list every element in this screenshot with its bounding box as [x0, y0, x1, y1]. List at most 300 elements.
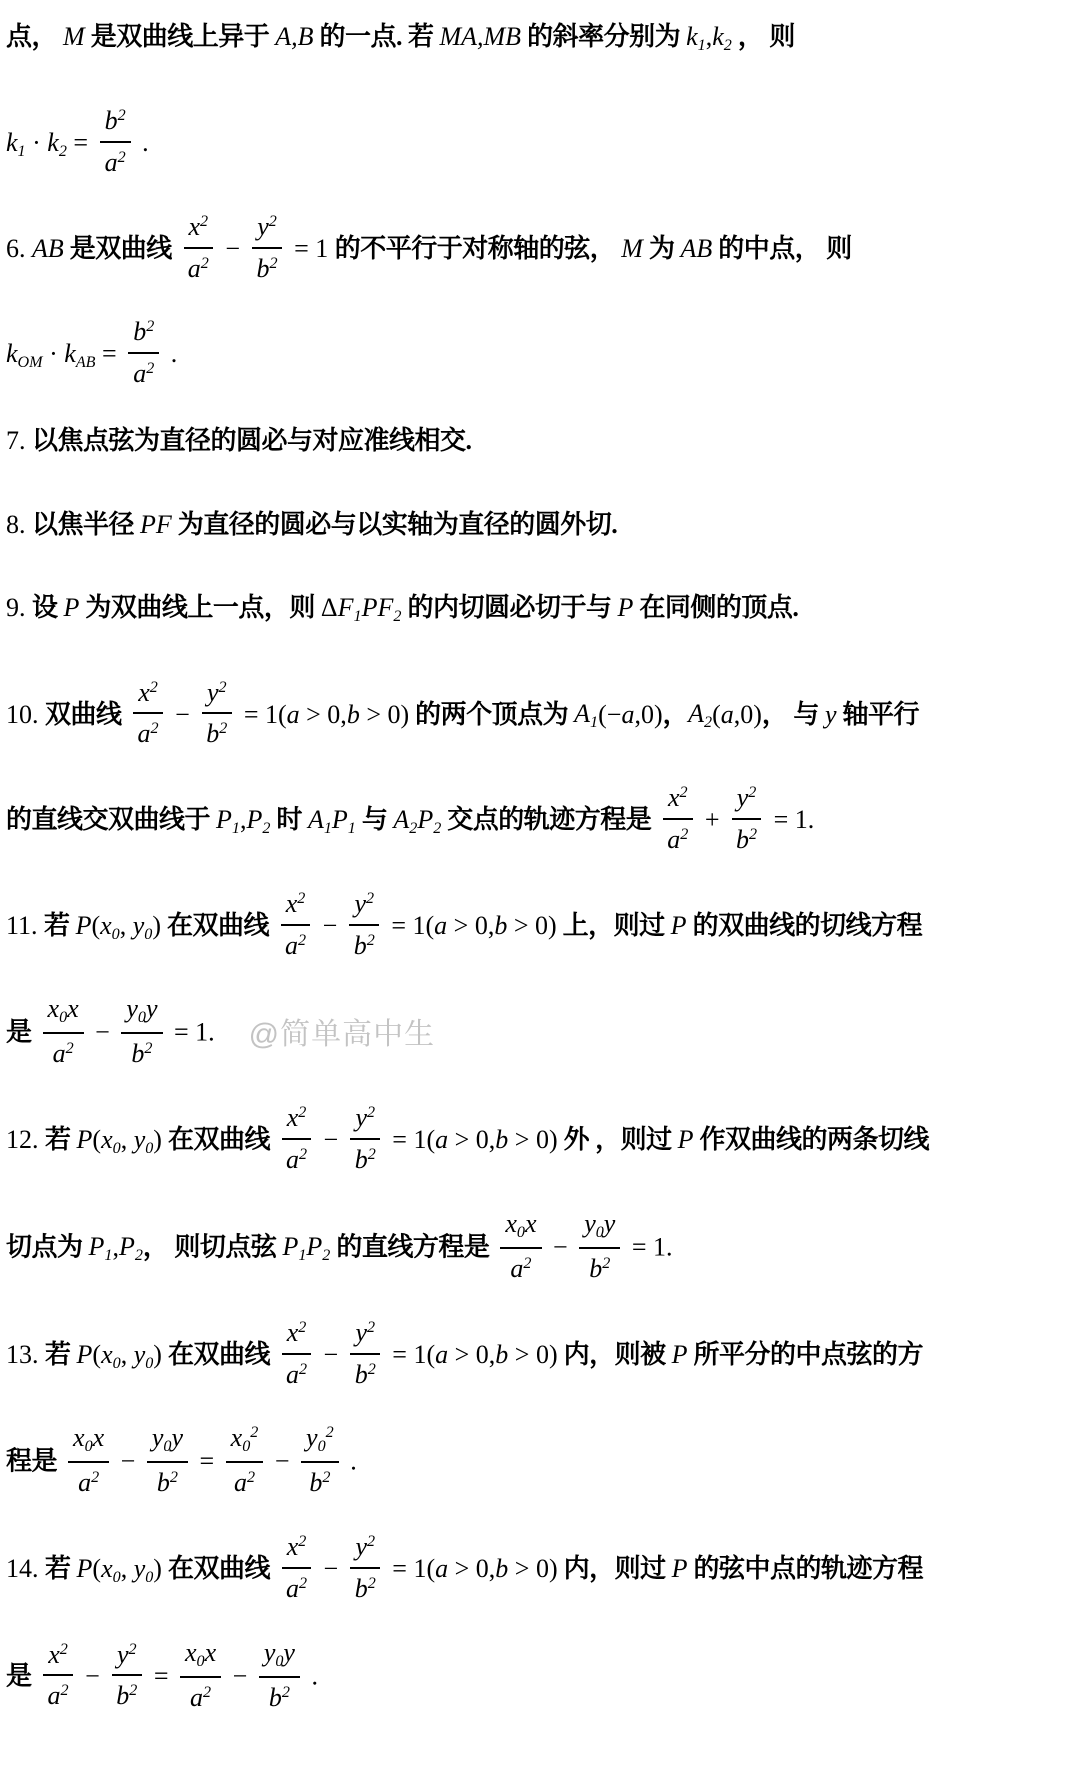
math-sub: $P_1$ — [216, 804, 240, 838]
subscript: 2 — [58, 143, 67, 161]
math-sup: $x^2$ — [138, 677, 158, 707]
doc-line-17 — [6, 1639, 1076, 1718]
math-upright: − — [168, 699, 197, 729]
math-italic: a — [435, 1554, 449, 1584]
math-sub: $y_0$ — [263, 1637, 284, 1671]
math-upright: 11. — [6, 910, 45, 940]
math-upright: , — [705, 22, 713, 51]
math-sup: $a^2$ — [104, 147, 126, 177]
superscript: 2 — [325, 1424, 334, 1442]
chinese-text: 内，则过 — [557, 1554, 672, 1584]
math-upright: − — [218, 233, 247, 263]
math-sub: $A_1$ — [574, 699, 599, 732]
superscript: 2 — [298, 1533, 307, 1551]
fraction — [281, 1101, 312, 1177]
math-sup: $y^2$ — [354, 888, 375, 918]
fraction — [147, 1421, 188, 1500]
fraction — [226, 1421, 264, 1500]
math-italic: P — [63, 593, 80, 623]
math-upright: 10. — [6, 699, 45, 729]
superscript: 2 — [523, 1255, 532, 1273]
superscript: 2 — [679, 784, 688, 802]
math-upright: 7. — [6, 425, 32, 455]
fraction-numerator — [350, 1101, 380, 1140]
math-italic: y — [603, 1208, 616, 1238]
fraction-denominator — [229, 1463, 260, 1500]
chinese-text: 的直线交双曲线于 — [6, 804, 217, 834]
fraction-numerator — [128, 315, 159, 354]
math-upright: · — [25, 127, 48, 157]
math-italic: M — [63, 22, 85, 51]
math-upright: − — [268, 1446, 297, 1476]
chinese-text: 内，则被 — [557, 1339, 672, 1369]
math-sub: $k_1$ — [6, 127, 26, 161]
chinese-text: 设 — [32, 593, 64, 623]
math-sub: $k_2$ — [47, 127, 67, 161]
fraction-denominator — [349, 926, 380, 963]
math-upright: = — [95, 339, 124, 369]
subscript: 0 — [196, 1653, 205, 1671]
fraction-denominator — [584, 1249, 615, 1286]
math-sup: $b^2$ — [309, 1468, 331, 1498]
math-upright: ,0) — [733, 699, 762, 729]
superscript: 2 — [298, 1318, 307, 1336]
math-sub: $k_1$ — [686, 22, 706, 55]
chinese-text: 的两个顶点为 — [409, 699, 575, 729]
math-sup: $x^2$ — [48, 1639, 68, 1669]
doc-line-1 — [6, 20, 1076, 57]
fraction — [731, 781, 762, 857]
math-italic: b — [346, 699, 360, 729]
fraction-denominator — [133, 714, 164, 751]
doc-line-2 — [6, 107, 1076, 183]
subscript: 2 — [393, 608, 402, 626]
math-italic: y — [145, 994, 158, 1024]
fraction — [281, 1316, 312, 1392]
math-upright: = 1( — [237, 699, 287, 729]
math-sup: $a^2$ — [52, 1039, 74, 1069]
superscript: 2 — [298, 1360, 308, 1378]
subscript: 0 — [84, 1438, 93, 1456]
math-italic: a — [286, 699, 300, 729]
fraction — [111, 1638, 142, 1714]
math-upright: > 0) — [508, 1125, 558, 1155]
math-italic: P — [76, 1339, 93, 1369]
fraction-numerator — [180, 1636, 221, 1678]
fraction-numerator — [68, 1421, 109, 1463]
math-sup: $x^2$ — [286, 1317, 307, 1347]
fraction-numerator — [112, 1638, 142, 1677]
fraction-denominator — [111, 1676, 142, 1713]
math-sub: $P_2$ — [306, 1232, 331, 1265]
chinese-text: 程是 — [6, 1446, 64, 1476]
math-upright: − — [546, 1232, 575, 1262]
math-sub: $x_0$ — [101, 1125, 121, 1158]
math-italic: A,B — [275, 22, 314, 51]
math-sub: $y_0$ — [132, 910, 153, 943]
math-subsup: $x_0^2$ — [230, 1423, 259, 1456]
superscript: 2 — [366, 1104, 376, 1122]
fraction — [281, 1530, 312, 1606]
math-upright: = — [193, 1446, 221, 1476]
math-upright: − — [316, 910, 344, 940]
superscript: 2 — [203, 1684, 212, 1702]
fraction-numerator — [43, 992, 84, 1034]
subscript: 0 — [275, 1653, 284, 1671]
fraction-numerator — [663, 781, 693, 820]
subscript: 1 — [353, 608, 362, 626]
math-italic: a — [435, 1125, 449, 1155]
math-upright: > 0, — [299, 699, 347, 729]
math-upright: > 0) — [359, 699, 410, 729]
chinese-text: 在同侧的顶点. — [633, 593, 799, 623]
fraction-numerator — [732, 781, 762, 820]
math-upright: . — [135, 127, 149, 157]
fraction-denominator — [350, 1140, 381, 1177]
subscript: OM — [17, 354, 43, 372]
superscript: 2 — [59, 1640, 68, 1658]
math-upright: , — [120, 1339, 134, 1369]
subscript: 1 — [104, 1247, 113, 1265]
doc-line-3 — [6, 213, 1076, 289]
fraction-numerator — [147, 1421, 188, 1463]
fraction — [68, 1421, 109, 1500]
math-sub: $y_0$ — [126, 994, 146, 1027]
superscript: 2 — [366, 889, 375, 907]
math-italic: P — [76, 1554, 93, 1584]
math-italic: y — [171, 1423, 183, 1453]
math-sub: $P_1$ — [331, 804, 356, 838]
math-italic: b — [495, 1125, 509, 1155]
subscript: 0 — [59, 1009, 68, 1027]
math-upright: = 1. — [767, 804, 815, 834]
doc-line-12 — [6, 1104, 1076, 1180]
math-upright: > 0, — [447, 910, 495, 940]
chinese-text: 的直线方程是 — [330, 1232, 496, 1262]
math-sub: $k_2$ — [712, 22, 732, 55]
math-upright: . — [164, 339, 178, 369]
fraction-denominator — [100, 143, 131, 180]
math-upright: = — [66, 127, 95, 157]
superscript: 2 — [117, 107, 126, 125]
fraction-denominator — [185, 1678, 216, 1715]
math-upright: Δ — [320, 593, 338, 623]
fraction — [43, 1638, 74, 1714]
superscript: 2 — [268, 212, 277, 230]
superscript: 2 — [150, 720, 159, 738]
math-upright: ( — [92, 1339, 102, 1369]
math-upright: (− — [598, 699, 622, 729]
math-upright: > 0, — [448, 1125, 496, 1155]
superscript: 2 — [367, 1360, 376, 1378]
fraction-numerator — [100, 104, 131, 143]
fraction — [183, 210, 214, 286]
fraction — [252, 210, 283, 286]
math-upright: > 0) — [508, 1339, 558, 1369]
math-italic: AB — [680, 233, 713, 263]
fraction-numerator — [500, 1207, 541, 1249]
math-sub: $x_0$ — [184, 1637, 205, 1671]
superscript: 2 — [146, 360, 155, 378]
superscript: 2 — [146, 318, 155, 336]
subscript: 0 — [145, 1140, 154, 1158]
math-italic: MA,MB — [439, 22, 522, 51]
math-upright: > 0) — [508, 1554, 558, 1584]
math-sup: $a^2$ — [190, 1682, 212, 1712]
math-sup: $a^2$ — [285, 1145, 308, 1175]
math-sup: $x^2$ — [286, 1103, 307, 1133]
chinese-text: 以焦点弦为直径的圆必与对应准线相交. — [32, 425, 472, 455]
math-sub: $k_{AB}$ — [64, 339, 96, 372]
math-sub: $A_1$ — [307, 804, 332, 838]
subscript: 0 — [112, 1140, 121, 1158]
fraction-numerator — [282, 1101, 312, 1140]
superscript: 2 — [298, 1146, 308, 1164]
math-sup: $b^2$ — [116, 1681, 138, 1711]
subscript: 0 — [516, 1224, 525, 1242]
chinese-text: 的弦中点的轨迹方程 — [687, 1554, 924, 1584]
math-sub: $F_2$ — [377, 593, 402, 626]
math-upright: 9. — [6, 593, 32, 623]
math-sup: $y^2$ — [355, 1317, 376, 1347]
subscript: 1 — [323, 820, 332, 838]
doc-line-14 — [6, 1319, 1076, 1395]
fraction — [259, 1636, 300, 1715]
math-upright: 14. — [6, 1554, 45, 1584]
math-sup: $y^2$ — [736, 783, 757, 813]
subscript: 2 — [433, 820, 442, 838]
fraction-numerator — [281, 887, 311, 926]
subscript: 0 — [163, 1438, 172, 1456]
superscript: 2 — [748, 784, 757, 802]
chinese-text: 与 — [355, 804, 394, 834]
fraction-denominator — [281, 1140, 312, 1177]
math-italic: P — [76, 1125, 93, 1155]
math-upright: ( — [92, 1125, 102, 1155]
math-upright: 13. — [6, 1339, 45, 1369]
math-italic: P — [75, 910, 92, 940]
math-sub: $y_0$ — [151, 1423, 172, 1456]
fraction — [201, 676, 232, 752]
math-upright: = 1( — [384, 910, 435, 940]
superscript: 2 — [250, 1424, 259, 1442]
math-italic: P — [671, 1554, 688, 1584]
fraction-denominator — [281, 1569, 312, 1606]
fraction-numerator — [133, 676, 163, 715]
math-sup: $b^2$ — [589, 1253, 611, 1283]
math-sup: $b^2$ — [206, 719, 228, 749]
chinese-text: 双曲线 — [45, 699, 128, 729]
subscript: 0 — [317, 1438, 326, 1456]
math-sub: $P_1$ — [282, 1232, 307, 1265]
math-upright: ) — [152, 910, 162, 940]
chinese-text: 是 — [6, 1017, 38, 1047]
chinese-text: 是双曲线 — [63, 233, 178, 263]
math-sup: $x^2$ — [285, 888, 306, 918]
subscript: 2 — [262, 820, 271, 838]
math-italic: P — [617, 593, 634, 623]
doc-line-16 — [6, 1533, 1076, 1609]
doc-line-10 — [6, 890, 1076, 966]
math-upright: = 1( — [385, 1125, 436, 1155]
fraction-denominator — [201, 714, 232, 751]
chinese-text: 交点的轨迹方程是 — [441, 804, 658, 834]
math-upright: − — [78, 1661, 107, 1691]
math-upright: ,0) — [634, 699, 663, 729]
chinese-text: 的双曲线的切线方程 — [686, 910, 923, 940]
math-sup: $a^2$ — [285, 930, 307, 960]
chinese-text: 的内切圆必切于与 — [401, 593, 618, 623]
superscript: 2 — [219, 720, 228, 738]
fraction — [301, 1421, 339, 1500]
math-italic: P — [671, 1339, 688, 1369]
math-upright: . — [343, 1446, 357, 1476]
subscript: 2 — [723, 37, 732, 55]
fraction-numerator — [202, 676, 232, 715]
math-sub: $P_2$ — [118, 1232, 143, 1265]
subscript: 1 — [231, 820, 240, 838]
chinese-text: 若 — [45, 1339, 77, 1369]
superscript: 2 — [298, 931, 307, 949]
subscript: 0 — [145, 1569, 154, 1587]
chinese-text: ， 则 — [731, 22, 795, 51]
superscript: 2 — [680, 826, 689, 844]
superscript: 2 — [91, 1469, 100, 1487]
fraction-numerator — [252, 210, 282, 249]
math-sub: $F_1$ — [337, 593, 362, 626]
math-sub: $A_2$ — [393, 804, 418, 838]
math-sup: $a^2$ — [78, 1468, 100, 1498]
math-upright: + — [698, 804, 727, 834]
math-upright: − — [317, 1339, 345, 1369]
superscript: 2 — [367, 1146, 376, 1164]
fraction-numerator — [121, 992, 162, 1034]
superscript: 2 — [117, 149, 126, 167]
math-sub: $y_0$ — [584, 1208, 604, 1242]
math-italic: P — [677, 1125, 694, 1155]
superscript: 2 — [144, 1040, 153, 1058]
fraction-denominator — [43, 1676, 74, 1713]
doc-line-11 — [6, 995, 1076, 1074]
chinese-text: 所平分的中点弦的方 — [687, 1339, 924, 1369]
math-sup: $b^2$ — [133, 317, 155, 347]
math-sub: $P_2$ — [246, 804, 271, 838]
math-sub: $P_1$ — [88, 1232, 113, 1265]
math-sup: $b^2$ — [156, 1468, 178, 1498]
math-italic: P — [361, 593, 378, 623]
subscript: AB — [75, 354, 96, 372]
subscript: 1 — [697, 37, 706, 55]
math-upright: − — [114, 1446, 142, 1476]
math-italic: y — [824, 699, 837, 729]
chinese-text: 为 — [642, 233, 681, 263]
math-italic: M — [621, 233, 643, 263]
fraction — [662, 781, 693, 857]
chinese-text: 是 — [6, 1661, 38, 1691]
fraction-denominator — [48, 1034, 79, 1071]
superscript: 2 — [169, 1469, 178, 1487]
math-sup: $b^2$ — [354, 1145, 376, 1175]
fraction-denominator — [281, 1355, 312, 1392]
chinese-text: ， — [662, 699, 689, 729]
fraction-denominator — [304, 1463, 335, 1500]
fraction — [43, 992, 84, 1071]
chinese-text: 外 ，则过 — [557, 1125, 678, 1155]
fraction-numerator — [301, 1421, 339, 1463]
chinese-text: 轴平行 — [836, 699, 919, 729]
chinese-text: 在双曲线 — [161, 1554, 276, 1584]
chinese-text: 时 — [270, 804, 308, 834]
math-italic: x — [524, 1208, 537, 1238]
chinese-text: 若 — [45, 1125, 77, 1155]
math-upright: , — [119, 910, 133, 940]
math-italic: b — [494, 910, 508, 940]
math-upright: ) — [153, 1125, 162, 1155]
math-upright: ) — [153, 1339, 162, 1369]
fraction-numerator — [350, 1530, 380, 1569]
math-upright: ( — [91, 910, 101, 940]
fraction-numerator — [184, 210, 214, 249]
math-sup: $b^2$ — [353, 930, 375, 960]
fraction — [280, 887, 311, 963]
chinese-text: 在双曲线 — [161, 910, 276, 940]
math-sub: $A_2$ — [688, 699, 713, 732]
subscript: 2 — [409, 820, 418, 838]
subscript: 0 — [112, 1569, 121, 1587]
superscript: 2 — [65, 1040, 74, 1058]
fraction — [180, 1636, 221, 1715]
fraction-denominator — [731, 820, 762, 857]
subscript: 1 — [347, 820, 356, 838]
math-upright: = 1. — [625, 1232, 673, 1262]
math-italic: a — [434, 910, 448, 940]
fraction — [349, 887, 380, 963]
fraction-numerator — [259, 1636, 300, 1678]
superscript: 2 — [200, 254, 209, 272]
doc-line-5 — [6, 424, 1076, 458]
doc-line-6 — [6, 508, 1076, 542]
chinese-text: 是双曲线上异于 — [84, 22, 276, 51]
doc-line-4 — [6, 318, 1076, 394]
fraction-denominator — [183, 249, 214, 286]
math-upright: , — [120, 1125, 134, 1155]
math-subsup: $y_0^2$ — [306, 1423, 334, 1456]
fraction-numerator — [579, 1207, 620, 1249]
math-upright: · — [42, 339, 65, 369]
math-upright: ) — [153, 1554, 162, 1584]
math-sup: $b^2$ — [354, 1574, 376, 1604]
chinese-text: ， 与 — [761, 699, 825, 729]
math-upright: 8. — [6, 509, 32, 539]
math-upright: > 0, — [448, 1554, 496, 1584]
fraction — [121, 992, 162, 1071]
math-sub: $k_{OM}$ — [6, 339, 43, 372]
math-italic: a — [720, 699, 734, 729]
math-italic: P — [670, 910, 687, 940]
fraction — [133, 676, 164, 752]
math-sub: $x_0$ — [100, 910, 120, 943]
superscript: 2 — [367, 1575, 376, 1593]
chinese-text: 的斜率分别为 — [521, 22, 687, 51]
fraction-numerator — [350, 1316, 380, 1355]
math-italic: a — [621, 699, 635, 729]
math-sup: $a^2$ — [137, 719, 159, 749]
math-sub: $x_0$ — [505, 1208, 525, 1242]
math-italic: b — [495, 1339, 509, 1369]
subscript: 1 — [298, 1247, 307, 1265]
fraction — [100, 104, 131, 180]
subscript: 1 — [590, 714, 599, 732]
